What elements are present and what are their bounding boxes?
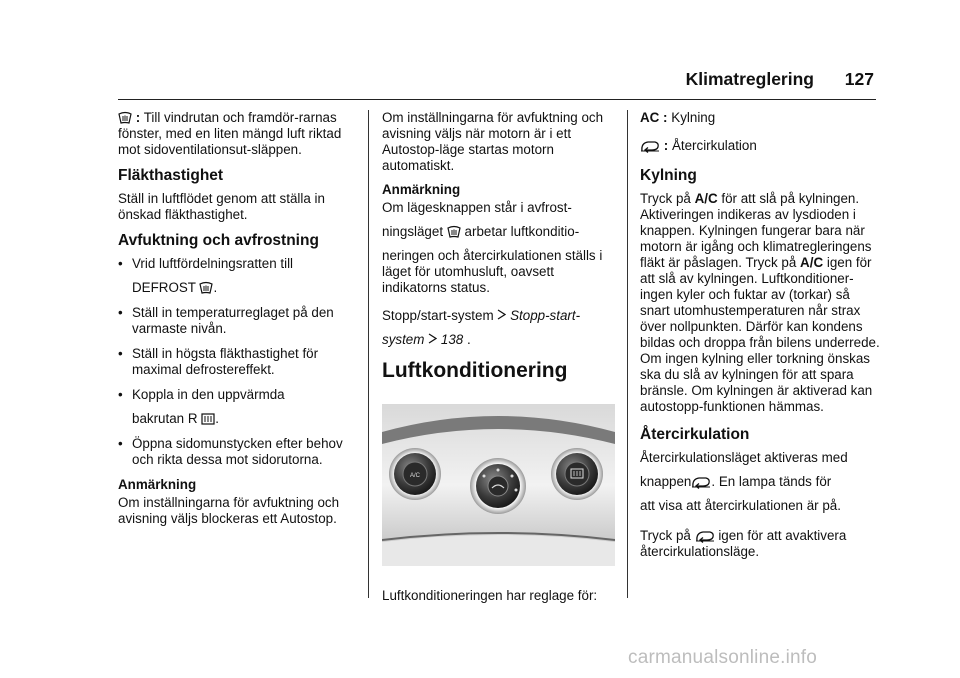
recirc-p1-line2a: knappen (640, 474, 692, 489)
reference-arrow-icon (497, 309, 506, 320)
stopstart-prefix: Stopp/start-system (382, 308, 494, 323)
note-line2b: arbetar luftkonditio- (464, 224, 580, 239)
cooling-text (640, 191, 880, 415)
ac-button-label: A/C (409, 473, 421, 479)
note-title: Anmärkning (118, 477, 197, 492)
reference-arrow-icon (428, 333, 437, 344)
bullet-marker: • (118, 305, 123, 320)
page-title: Klimatreglering (685, 69, 814, 89)
page-header (118, 68, 876, 100)
ac-heading: Luftkonditionering (382, 359, 568, 382)
cooling-post: igen för att slå av kylningen. Luftkonditioner-ingen kyler och fuktar av (torkar) så snart utomhustemperaturen når strax över nollpunkten. Därför kan kondens bildas och droppa från bilens underrede. Om ingen kylning eller torkning önskas ska du slå av kylningen för att spara bränsle. Om kylningen är aktiverad kan autostopp-funktionen hämmas. (640, 255, 880, 414)
rear-window-defrost-icon (201, 412, 215, 426)
windshield-defrost-icon (118, 111, 132, 125)
ac-ref: A/C (694, 191, 718, 206)
period: . (213, 280, 218, 295)
stopstart-link-cont[interactable]: system (382, 332, 425, 347)
autostop-text: Om inställningarna för avfuktning och avisning väljs när motorn är i ett Autostop-läge startas motorn automatiskt. (382, 110, 604, 173)
column-1 (118, 110, 354, 535)
recirculation-icon (691, 476, 711, 489)
recirc-p1-line2b: . En lampa tänds för (711, 474, 832, 489)
recirc-p2 (640, 528, 880, 560)
ac-controls-photo (382, 404, 615, 566)
bullet-item (118, 305, 354, 337)
defog-heading: Avfuktning och avfrostning (118, 232, 319, 249)
recirculation-heading: Återcirkulation (640, 426, 750, 443)
bullet-item (118, 387, 354, 427)
recirc-p2-b: igen för att avaktivera återcirkulationsläge. (640, 528, 847, 559)
cooling-mid: för att slå på kylningen. Aktiveringen indikeras av lysdioden i knappen. Kylningen fungerar bara när motorn är igång och klimatregleringens fläkt är påslagen. Tryck på (640, 191, 872, 270)
note-rest: neringen och återcirkulationen ställs i läget för utomhusluft, oavsett indikatorns status. (382, 248, 603, 295)
column-divider-1 (368, 110, 369, 598)
period: . (215, 411, 219, 426)
column-divider-2 (627, 110, 628, 598)
note-line2a: ningsläget (382, 224, 444, 239)
defrost-intro-text: Till vindrutan och framdör-rarnas fönster, med en liten mängd luft riktad mot sidoventilationsut-släppen. (118, 110, 342, 157)
ac-ref: A/C (800, 255, 824, 270)
bullet-2-text: Ställ in temperaturreglaget på den varmaste nivån. (132, 305, 334, 336)
bullet-item (118, 436, 354, 468)
bullet-marker: • (118, 436, 123, 451)
cooling-heading: Kylning (640, 167, 697, 184)
bullet-marker: • (118, 387, 123, 402)
defrost-intro (118, 110, 354, 158)
recirc-p1-rest: att visa att återcirkulationen är på. (640, 498, 841, 513)
recirculation-icon (695, 530, 715, 543)
bullet-5-text: Öppna sidomunstycken efter behov och rikta dessa mot sidorutorna. (132, 436, 343, 467)
ac-caption: Luftkonditioneringen har reglage för: (382, 588, 598, 603)
bullet-4-line2: bakrutan R (132, 411, 198, 426)
bullet-item (118, 256, 354, 296)
windshield-defrost-icon (199, 281, 213, 295)
ac-item (640, 110, 880, 126)
ac-label: AC : (640, 110, 668, 125)
note-title: Anmärkning (382, 182, 461, 197)
note-text: Om inställningarna för avfuktning och avisning väljs blockeras ett Autostop. (118, 495, 340, 526)
watermark: carmanualsonline.info (628, 647, 818, 668)
bullet-3-text: Ställ in högsta fläkthastighet för maximal defrostereffekt. (132, 346, 319, 377)
defrost-colon: : (135, 110, 141, 125)
fan-speed-heading: Fläkthastighet (118, 167, 224, 184)
stopstart-ref (382, 308, 616, 324)
page-number: 127 (844, 69, 874, 89)
bullet-1-line1: Vrid luftfördelningsratten till (132, 256, 294, 271)
recirc-item (640, 138, 880, 154)
note-line1: Om lägesknappen står i avfrost- (382, 200, 572, 215)
bullet-4-line1: Koppla in den uppvärmda (132, 387, 285, 402)
stopstart-page-link[interactable]: 138 (440, 332, 464, 347)
cooling-pre: Tryck på (640, 191, 691, 206)
column-2 (382, 110, 616, 612)
recirc-p2-a: Tryck på (640, 528, 691, 543)
column-3 (640, 110, 880, 568)
recirc-text: Återcirkulation (671, 138, 757, 153)
fan-speed-text: Ställ in luftflödet genom att ställa in önskad fläkthastighet. (118, 191, 325, 222)
bullet-item (118, 346, 354, 378)
recirc-colon: : (663, 138, 669, 153)
recirc-p1-line1: Återcirkulationsläget aktiveras med (640, 450, 848, 465)
recirculation-icon (640, 140, 660, 153)
bullet-1-line2: DEFROST (132, 280, 196, 295)
windshield-defrost-icon (447, 225, 461, 239)
bullet-marker: • (118, 346, 123, 361)
stopstart-link[interactable]: Stopp-start- (510, 308, 581, 323)
ac-text: Kylning (671, 110, 716, 125)
bullet-marker: • (118, 256, 123, 271)
period: . (466, 332, 471, 347)
